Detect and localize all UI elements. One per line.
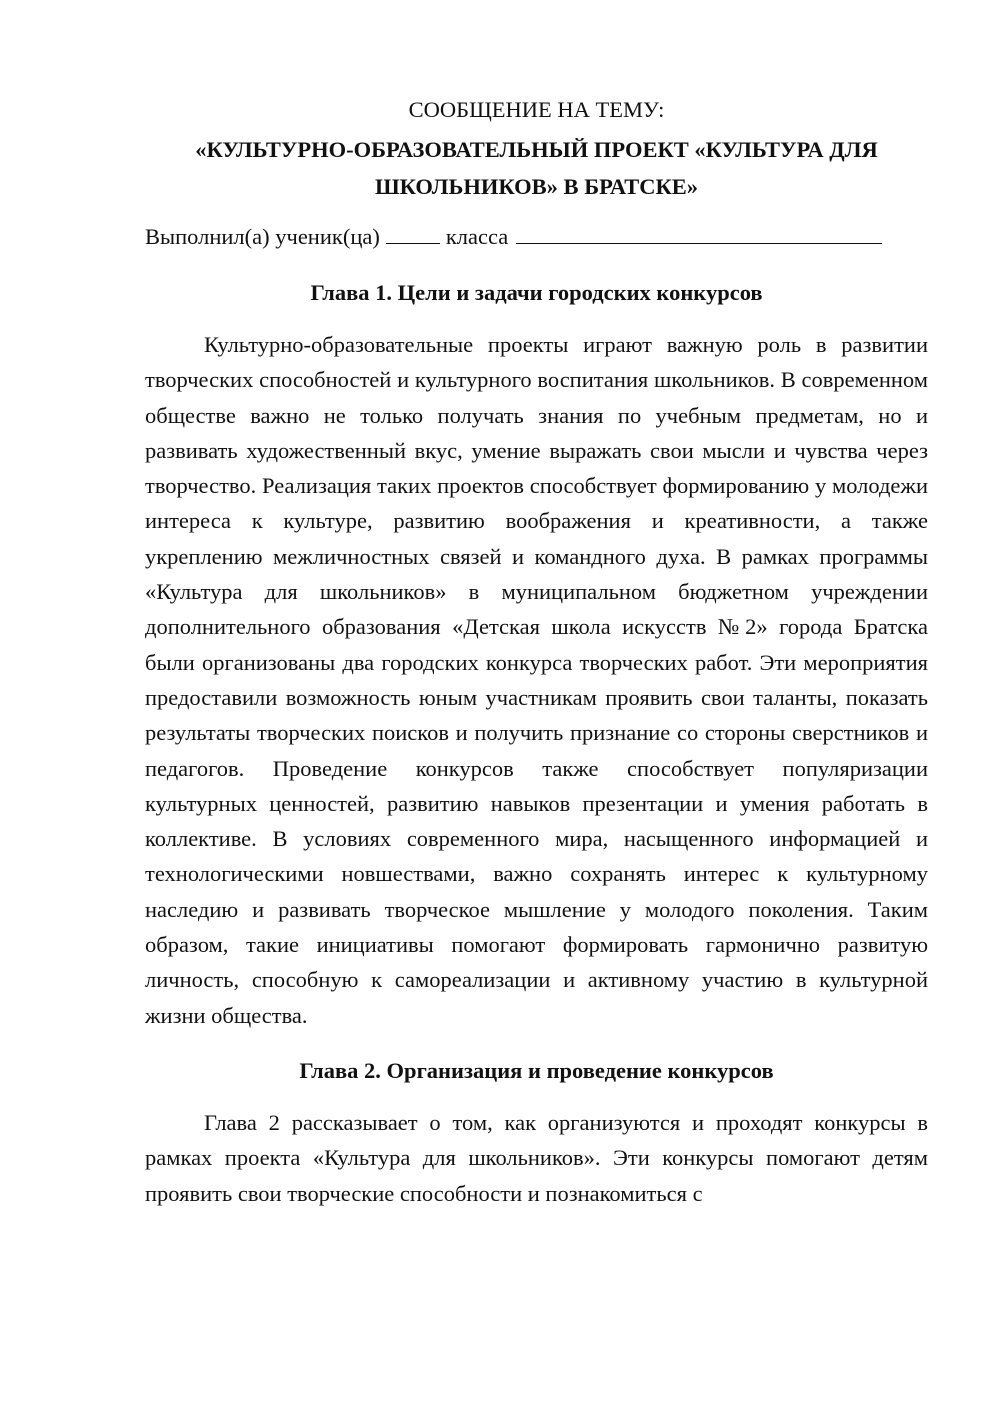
performed-by-label: Выполнил(а) ученик(ца)	[145, 224, 380, 249]
document-content	[145, 92, 928, 1211]
document-title: «КУЛЬТУРНО-ОБРАЗОВАТЕЛЬНЫЙ ПРОЕКТ «КУЛЬТУРА ДЛЯ ШКОЛЬНИКОВ» В БРАТСКЕ»	[195, 137, 878, 199]
document-header-label: СООБЩЕНИЕ НА ТЕМУ:	[408, 97, 665, 122]
chapter1-heading: Глава 1. Цели и задачи городских конкурсов	[310, 280, 763, 305]
grade-blank-line	[386, 224, 440, 244]
chapter2-heading: Глава 2. Организация и проведение конкурсов	[299, 1057, 774, 1083]
class-label: класса	[445, 224, 509, 249]
chapter2-paragraph: Глава 2 рассказывает о том, как организуются и проходят конкурсы в рамках проекта «Культура для школьников». Эти конкурсы помогают детям проявить свои творческие способности и познакомиться с	[145, 1109, 928, 1206]
chapter1-paragraph: Культурно-образовательные проекты играют важную роль в развитии творческих способностей и культурного воспитания школьников. В современном обществе важно не только получать знания по учебным предметам, но и развивать художественный вкус, умение выражать свои мысли и чувства через творчество. Реализация таких проектов способствует формированию у молодежи интереса к культуре, развитию воображения и креативности, а также укреплению межличностных связей и командного духа. В рамках программы «Культура для школьников» в муниципальном бюджетном учреждении дополнительного образования «Детская школа искусств №2» города Братска были организованы два городских конкурса творческих работ. Эти мероприятия предоставили возможность юным участникам проявить свои таланты, показать результаты творческих поисков и получить признание со стороны сверстников и педагогов. Проведение конкурсов также способствует популяризации культурных ценностей, развитию навыков презентации и умения работать в коллективе. В условиях современного мира, насыщенного информацией и технологическими новшествами, важно сохранять интерес к культурному наследию и развивать творческое мышление у молодого поколения. Таким образом, такие инициативы помогают формировать гармонично развитую личность, способную к самореализации и активному участию в культурной жизни общества.	[145, 332, 928, 1028]
byline	[145, 219, 928, 254]
student-name-blank-line	[516, 224, 882, 244]
